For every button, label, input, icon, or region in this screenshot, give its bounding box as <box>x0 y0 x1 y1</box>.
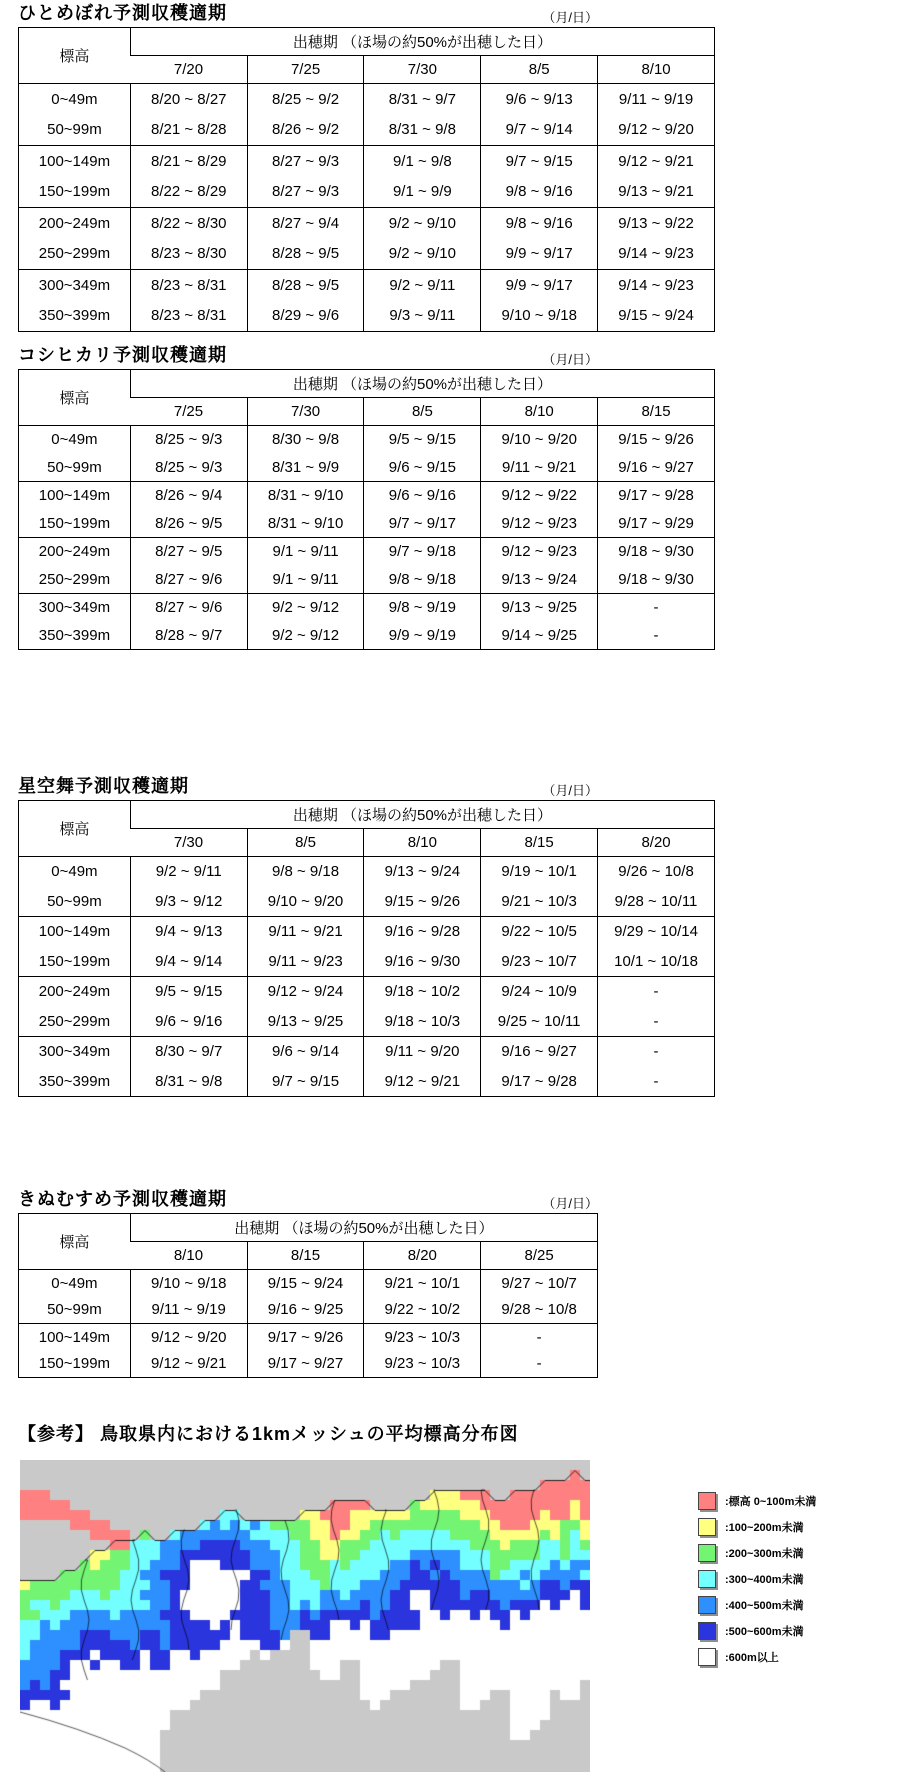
harvest-table-host <box>18 27 715 332</box>
legend-label: :600m以上 <box>725 1652 779 1664</box>
legend-label: :400~500m未満 <box>725 1600 804 1612</box>
period-cell: 8/26 ~ 9/4 <box>130 482 247 510</box>
period-cell: 9/5 ~ 9/15 <box>364 426 481 454</box>
period-cell: 9/18 ~ 9/30 <box>598 566 715 594</box>
elevation-map <box>20 1460 590 1772</box>
table-row <box>19 566 715 594</box>
table-row <box>19 482 715 510</box>
period-cell: 9/14 ~ 9/25 <box>481 622 598 650</box>
elevation-cell: 100~149m <box>38 1328 111 1346</box>
period-cell: 9/12 ~ 9/21 <box>364 1067 481 1097</box>
table-row <box>19 426 715 454</box>
table-title: ひとめぼれ予測収穫適期 <box>18 3 227 23</box>
table-section-hitomebore <box>18 2 715 325</box>
heading-period-cell: 出穂期 （ほ場の約50%が出穂した日） <box>130 370 714 398</box>
period-cell: 8/25 ~ 9/3 <box>130 454 247 482</box>
elevation-cell: 0~49m <box>51 90 98 108</box>
period-cell: 8/25 ~ 9/3 <box>130 426 247 454</box>
header-row-heading <box>19 28 715 56</box>
period-cell: 8/28 ~ 9/7 <box>130 622 247 650</box>
period-cell: 9/3 ~ 9/12 <box>130 887 247 917</box>
period-cell: - <box>598 1067 715 1097</box>
period-cell: 9/6 ~ 9/15 <box>364 454 481 482</box>
period-cell: 9/4 ~ 9/13 <box>130 917 247 947</box>
period-cell: 9/25 ~ 10/11 <box>481 1007 598 1037</box>
period-cell: 8/23 ~ 8/30 <box>130 239 247 270</box>
period-cell: 9/8 ~ 9/19 <box>364 594 481 622</box>
harvest-table-host <box>18 800 715 1097</box>
date-header-cell: 8/10 <box>130 1242 247 1270</box>
table-section-kinumusume <box>18 1188 598 1373</box>
period-cell: 9/9 ~ 9/17 <box>481 239 598 270</box>
table-title: きぬむすめ予測収穫適期 <box>18 1189 227 1209</box>
elevation-cell: 250~299m <box>19 566 131 594</box>
period-cell: 9/6 ~ 9/13 <box>481 84 598 115</box>
period-cell: 9/10 ~ 9/20 <box>247 887 364 917</box>
period-cell: 9/14 ~ 9/23 <box>598 239 715 270</box>
legend-swatch <box>698 1596 716 1614</box>
period-cell: 9/15 ~ 9/24 <box>247 1270 364 1297</box>
date-header-cell: 8/15 <box>598 398 715 426</box>
harvest-period-table <box>18 27 715 332</box>
table-row <box>19 301 715 332</box>
unit-label: （月/日） <box>542 352 598 367</box>
date-header-cell: 7/25 <box>130 398 247 426</box>
period-cell: - <box>598 594 715 622</box>
table-row <box>19 1270 598 1297</box>
elevation-cell: 250~299m <box>19 239 131 270</box>
period-cell: 8/30 ~ 9/7 <box>130 1037 247 1067</box>
period-cell: 9/8 ~ 9/16 <box>481 208 598 239</box>
period-cell: 9/2 ~ 9/11 <box>364 270 481 301</box>
elevation-cell: 50~99m <box>19 115 131 146</box>
date-header-cell: 8/5 <box>364 398 481 426</box>
date-header-cell: 7/30 <box>130 829 247 857</box>
table-row <box>19 270 715 301</box>
table-row <box>19 239 715 270</box>
period-cell: 9/22 ~ 10/2 <box>364 1297 481 1324</box>
period-cell: 8/30 ~ 9/8 <box>247 426 364 454</box>
table-section-hoshizoramai <box>18 775 715 1090</box>
period-cell: 9/17 ~ 9/29 <box>598 510 715 538</box>
period-cell: 9/1 ~ 9/9 <box>364 177 481 208</box>
period-cell: 9/7 ~ 9/14 <box>481 115 598 146</box>
period-cell: 9/28 ~ 10/8 <box>481 1297 598 1324</box>
period-cell: 9/17 ~ 9/28 <box>598 482 715 510</box>
table-row <box>19 538 715 566</box>
legend-item <box>698 1597 898 1613</box>
period-cell: 9/6 ~ 9/16 <box>364 482 481 510</box>
period-cell: 8/27 ~ 9/6 <box>130 566 247 594</box>
elevation-cell: 300~349m <box>38 599 111 617</box>
period-cell: 9/16 ~ 9/28 <box>364 917 481 947</box>
date-header-cell: 8/10 <box>364 829 481 857</box>
table-row <box>19 1351 598 1378</box>
period-cell: 9/8 ~ 9/18 <box>247 857 364 887</box>
period-cell: 9/6 ~ 9/16 <box>130 1007 247 1037</box>
period-cell: 9/8 ~ 9/16 <box>481 177 598 208</box>
period-cell: 9/8 ~ 9/18 <box>364 566 481 594</box>
period-cell: 9/13 ~ 9/24 <box>364 857 481 887</box>
elevation-cell: 350~399m <box>38 1072 111 1090</box>
period-cell: 9/2 ~ 9/11 <box>130 857 247 887</box>
table-row <box>19 1007 715 1037</box>
period-cell: 8/31 ~ 9/8 <box>364 115 481 146</box>
elevation-cell: 150~199m <box>19 947 131 977</box>
date-header-cell: 8/5 <box>481 56 598 84</box>
period-cell: 9/29 ~ 10/14 <box>598 917 715 947</box>
date-header-cell: 8/10 <box>481 398 598 426</box>
period-cell: 9/11 ~ 9/21 <box>247 917 364 947</box>
period-cell: 9/3 ~ 9/11 <box>364 301 481 332</box>
legend-item <box>698 1545 898 1561</box>
period-cell: 8/27 ~ 9/4 <box>247 208 364 239</box>
period-cell: - <box>481 1351 598 1378</box>
period-cell: 9/21 ~ 10/1 <box>364 1270 481 1297</box>
period-cell: 8/28 ~ 9/5 <box>247 270 364 301</box>
elevation-cell: 150~199m <box>19 510 131 538</box>
period-cell: 9/2 ~ 9/12 <box>247 594 364 622</box>
period-cell: 9/12 ~ 9/20 <box>598 115 715 146</box>
period-cell: 9/21 ~ 10/3 <box>481 887 598 917</box>
unit-label: （月/日） <box>542 1196 598 1211</box>
elevation-cell: 150~199m <box>38 1355 111 1373</box>
period-cell: 9/13 ~ 9/24 <box>481 566 598 594</box>
period-cell: 9/7 ~ 9/17 <box>364 510 481 538</box>
period-cell: 8/23 ~ 8/31 <box>130 301 247 332</box>
period-cell: 8/31 ~ 9/10 <box>247 510 364 538</box>
elevation-cell: 0~49m <box>51 863 98 881</box>
period-cell: 8/28 ~ 9/5 <box>247 239 364 270</box>
period-cell: 9/9 ~ 9/19 <box>364 622 481 650</box>
table-row <box>19 917 715 947</box>
elevation-cell: 50~99m <box>19 454 131 482</box>
legend-label: :標高 0~100m未満 <box>725 1496 817 1508</box>
period-cell: 9/16 ~ 9/25 <box>247 1297 364 1324</box>
elevation-cell: 50~99m <box>19 1297 131 1324</box>
table-title: コシヒカリ予測収穫適期 <box>18 345 227 365</box>
elevation-cell: 0~49m <box>51 431 98 449</box>
date-header-cell: 7/20 <box>130 56 247 84</box>
period-cell: 9/23 ~ 10/7 <box>481 947 598 977</box>
header-row-heading <box>19 801 715 829</box>
period-cell: 8/31 ~ 9/9 <box>247 454 364 482</box>
legend-swatch <box>698 1544 716 1562</box>
heading-period-cell: 出穂期 （ほ場の約50%が出穂した日） <box>130 28 714 56</box>
table-row <box>19 857 715 887</box>
elevation-cell: 300~349m <box>38 1043 111 1061</box>
period-cell: 9/12 ~ 9/23 <box>481 538 598 566</box>
period-cell: 9/13 ~ 9/25 <box>247 1007 364 1037</box>
harvest-period-table <box>18 1213 598 1378</box>
period-cell: 9/7 ~ 9/15 <box>247 1067 364 1097</box>
heading-period-cell: 出穂期 （ほ場の約50%が出穂した日） <box>130 1214 597 1242</box>
table-section-koshihikari <box>18 344 715 644</box>
period-cell: 9/17 ~ 9/27 <box>247 1351 364 1378</box>
legend-label: :200~300m未満 <box>725 1548 804 1560</box>
period-cell: 9/23 ~ 10/3 <box>364 1324 481 1351</box>
period-cell: 9/11 ~ 9/19 <box>130 1297 247 1324</box>
period-cell: 9/6 ~ 9/14 <box>247 1037 364 1067</box>
period-cell: 9/11 ~ 9/23 <box>247 947 364 977</box>
elevation-cell: 350~399m <box>38 307 111 325</box>
table-row <box>19 622 715 650</box>
table-row <box>19 1037 715 1067</box>
legend-swatch <box>698 1622 716 1640</box>
heading-period-cell: 出穂期 （ほ場の約50%が出穂した日） <box>130 801 714 829</box>
elevation-cell: 100~149m <box>38 487 111 505</box>
period-cell: 9/12 ~ 9/20 <box>130 1324 247 1351</box>
period-cell: 9/12 ~ 9/24 <box>247 977 364 1007</box>
period-cell: 9/17 ~ 9/28 <box>481 1067 598 1097</box>
table-row <box>19 208 715 239</box>
period-cell: 9/2 ~ 9/12 <box>247 622 364 650</box>
period-cell: 9/1 ~ 9/11 <box>247 538 364 566</box>
period-cell: 9/1 ~ 9/11 <box>247 566 364 594</box>
period-cell: 9/22 ~ 10/5 <box>481 917 598 947</box>
date-header-cell: 8/20 <box>364 1242 481 1270</box>
table-row <box>19 594 715 622</box>
period-cell: 8/27 ~ 9/3 <box>247 146 364 177</box>
legend-swatch <box>698 1648 716 1666</box>
table-row <box>19 146 715 177</box>
period-cell: - <box>598 977 715 1007</box>
legend-item <box>698 1571 898 1587</box>
period-cell: 9/11 ~ 9/20 <box>364 1037 481 1067</box>
date-header-cell: 8/10 <box>598 56 715 84</box>
period-cell: 9/18 ~ 10/2 <box>364 977 481 1007</box>
unit-label: （月/日） <box>542 10 598 25</box>
legend-item <box>698 1519 898 1535</box>
elevation-map-canvas <box>20 1460 590 1772</box>
harvest-period-table <box>18 800 715 1097</box>
period-cell: 9/16 ~ 9/27 <box>598 454 715 482</box>
period-cell: 9/10 ~ 9/20 <box>481 426 598 454</box>
elevation-cell: 50~99m <box>19 887 131 917</box>
map-legend <box>698 1493 898 1675</box>
elevation-cell: 100~149m <box>38 923 111 941</box>
elevation-header-cell: 標高 <box>19 370 131 426</box>
elevation-cell: 250~299m <box>19 1007 131 1037</box>
period-cell: 8/31 ~ 9/8 <box>130 1067 247 1097</box>
reference-title: 【参考】 鳥取県内における1kmメッシュの平均標高分布図 <box>18 1424 519 1444</box>
period-cell: 9/15 ~ 9/26 <box>598 426 715 454</box>
table-row <box>19 454 715 482</box>
elevation-header-cell: 標高 <box>19 1214 131 1270</box>
period-cell: 9/1 ~ 9/8 <box>364 146 481 177</box>
period-cell: 8/31 ~ 9/7 <box>364 84 481 115</box>
period-cell: 9/18 ~ 9/30 <box>598 538 715 566</box>
unit-label: （月/日） <box>542 783 598 798</box>
period-cell: 8/23 ~ 8/31 <box>130 270 247 301</box>
period-cell: 9/11 ~ 9/21 <box>481 454 598 482</box>
elevation-cell: 150~199m <box>19 177 131 208</box>
period-cell: 9/14 ~ 9/23 <box>598 270 715 301</box>
table-row <box>19 115 715 146</box>
period-cell: 8/27 ~ 9/3 <box>247 177 364 208</box>
table-row <box>19 177 715 208</box>
period-cell: 9/19 ~ 10/1 <box>481 857 598 887</box>
harvest-period-table <box>18 369 715 650</box>
period-cell: - <box>481 1324 598 1351</box>
table-row <box>19 977 715 1007</box>
period-cell: 9/13 ~ 9/21 <box>598 177 715 208</box>
elevation-cell: 100~149m <box>38 152 111 170</box>
elevation-cell: 0~49m <box>51 1274 98 1292</box>
elevation-cell: 350~399m <box>38 626 111 644</box>
elevation-cell: 200~249m <box>38 983 111 1001</box>
period-cell: 9/18 ~ 10/3 <box>364 1007 481 1037</box>
period-cell: 9/24 ~ 10/9 <box>481 977 598 1007</box>
table-row <box>19 84 715 115</box>
period-cell: 9/7 ~ 9/15 <box>481 146 598 177</box>
date-header-cell: 7/25 <box>247 56 364 84</box>
period-cell: 9/15 ~ 9/26 <box>364 887 481 917</box>
legend-label: :500~600m未満 <box>725 1626 804 1638</box>
date-header-cell: 8/15 <box>247 1242 364 1270</box>
period-cell: 8/22 ~ 8/30 <box>130 208 247 239</box>
elevation-header-cell: 標高 <box>19 801 131 857</box>
period-cell: 9/10 ~ 9/18 <box>481 301 598 332</box>
period-cell: 9/12 ~ 9/21 <box>130 1351 247 1378</box>
period-cell: 10/1 ~ 10/18 <box>598 947 715 977</box>
header-row-heading <box>19 370 715 398</box>
date-header-cell: 7/30 <box>247 398 364 426</box>
header-row-heading <box>19 1214 598 1242</box>
harvest-table-host <box>18 369 715 650</box>
period-cell: 9/26 ~ 10/8 <box>598 857 715 887</box>
table-row <box>19 510 715 538</box>
legend-item <box>698 1623 898 1639</box>
table-row <box>19 1324 598 1351</box>
period-cell: 9/4 ~ 9/14 <box>130 947 247 977</box>
period-cell: 8/21 ~ 8/29 <box>130 146 247 177</box>
period-cell: 9/5 ~ 9/15 <box>130 977 247 1007</box>
period-cell: 9/13 ~ 9/25 <box>481 594 598 622</box>
date-header-cell: 7/30 <box>364 56 481 84</box>
harvest-table-host <box>18 1213 598 1378</box>
period-cell: 8/27 ~ 9/6 <box>130 594 247 622</box>
table-row <box>19 1297 598 1324</box>
period-cell: 8/31 ~ 9/10 <box>247 482 364 510</box>
legend-swatch <box>698 1518 716 1536</box>
period-cell: - <box>598 1037 715 1067</box>
period-cell: 9/7 ~ 9/18 <box>364 538 481 566</box>
date-header-cell: 8/20 <box>598 829 715 857</box>
elevation-cell: 200~249m <box>38 543 111 561</box>
period-cell: 9/17 ~ 9/26 <box>247 1324 364 1351</box>
period-cell: 8/25 ~ 9/2 <box>247 84 364 115</box>
period-cell: 9/9 ~ 9/17 <box>481 270 598 301</box>
legend-swatch <box>698 1570 716 1588</box>
period-cell: 8/21 ~ 8/28 <box>130 115 247 146</box>
table-row <box>19 947 715 977</box>
legend-item <box>698 1649 898 1665</box>
period-cell: 9/11 ~ 9/19 <box>598 84 715 115</box>
period-cell: 9/15 ~ 9/24 <box>598 301 715 332</box>
period-cell: 9/13 ~ 9/22 <box>598 208 715 239</box>
period-cell: 9/12 ~ 9/21 <box>598 146 715 177</box>
legend-item <box>698 1493 898 1509</box>
date-header-cell: 8/5 <box>247 829 364 857</box>
period-cell: 8/26 ~ 9/2 <box>247 115 364 146</box>
period-cell: 9/12 ~ 9/22 <box>481 482 598 510</box>
period-cell: 9/27 ~ 10/7 <box>481 1270 598 1297</box>
period-cell: - <box>598 622 715 650</box>
elevation-header-cell: 標高 <box>19 28 131 84</box>
legend-swatch <box>698 1492 716 1510</box>
period-cell: 9/23 ~ 10/3 <box>364 1351 481 1378</box>
period-cell: 8/29 ~ 9/6 <box>247 301 364 332</box>
period-cell: 9/2 ~ 9/10 <box>364 208 481 239</box>
table-row <box>19 1067 715 1097</box>
table-row <box>19 887 715 917</box>
elevation-cell: 200~249m <box>38 214 111 232</box>
period-cell: 9/16 ~ 9/30 <box>364 947 481 977</box>
elevation-cell: 300~349m <box>38 276 111 294</box>
legend-label: :100~200m未満 <box>725 1522 804 1534</box>
period-cell: 8/20 ~ 8/27 <box>130 84 247 115</box>
period-cell: 9/2 ~ 9/10 <box>364 239 481 270</box>
period-cell: 8/26 ~ 9/5 <box>130 510 247 538</box>
period-cell: 9/28 ~ 10/11 <box>598 887 715 917</box>
period-cell: 9/16 ~ 9/27 <box>481 1037 598 1067</box>
legend-label: :300~400m未満 <box>725 1574 804 1586</box>
table-title: 星空舞予測収穫適期 <box>18 776 189 796</box>
date-header-cell: 8/25 <box>481 1242 598 1270</box>
period-cell: 8/27 ~ 9/5 <box>130 538 247 566</box>
period-cell: - <box>598 1007 715 1037</box>
period-cell: 8/22 ~ 8/29 <box>130 177 247 208</box>
period-cell: 9/12 ~ 9/23 <box>481 510 598 538</box>
period-cell: 9/10 ~ 9/18 <box>130 1270 247 1297</box>
date-header-cell: 8/15 <box>481 829 598 857</box>
